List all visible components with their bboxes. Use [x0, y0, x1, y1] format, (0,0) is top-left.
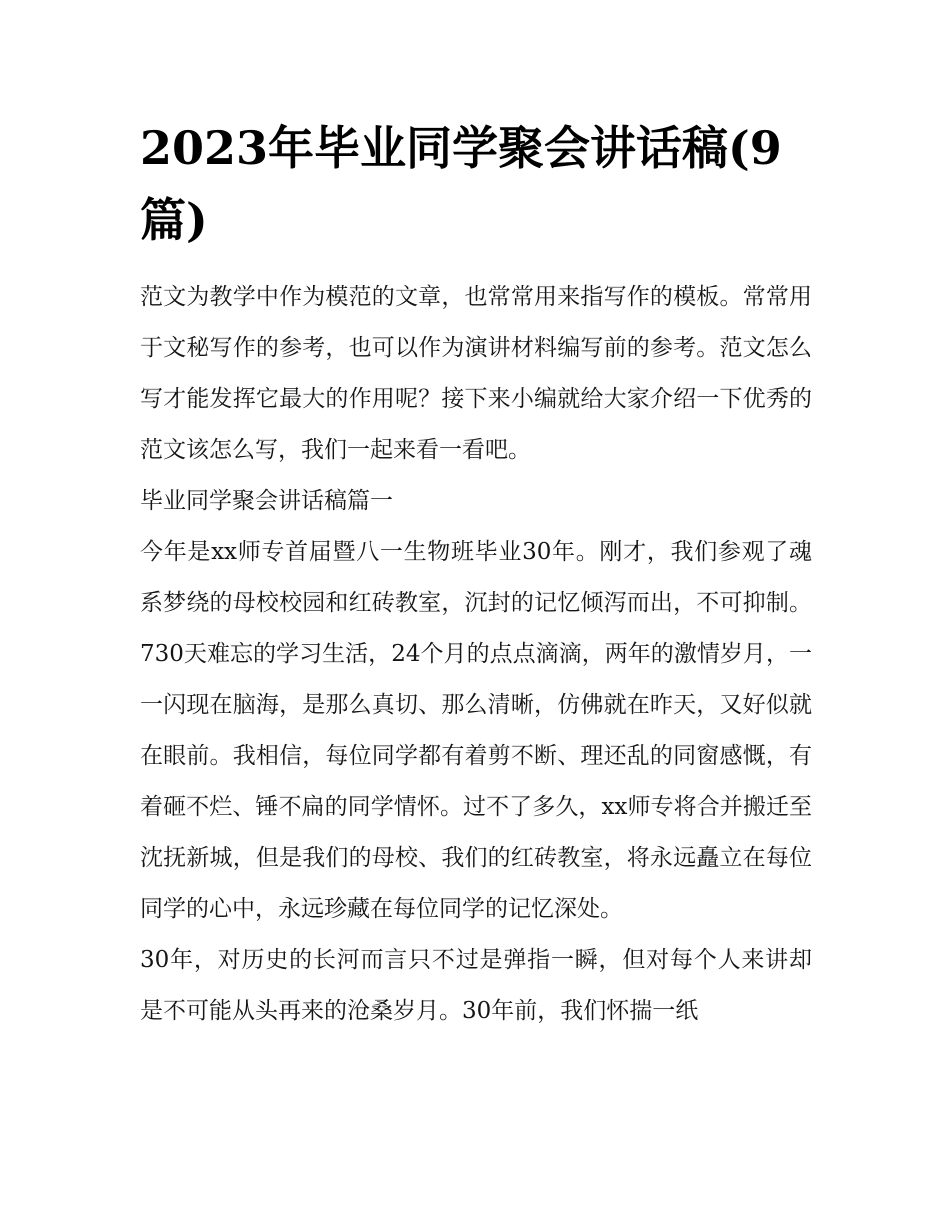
body-paragraph: 30年，对历史的长河而言只不过是弹指一瞬，但对每个人来讲却是不可能从头再来的沧桑岁月。30年前，我们怀揣一纸: [140, 947, 812, 1024]
body-paragraph: 今年是xx师专首届暨八一生物班毕业30年。刚才，我们参观了魂系梦绕的母校校园和红砖教室，沉封的记忆倾泻而出，不可抑制。730天难忘的学习生活，24个月的点点滴滴，两年的激情岁月，一一闪现在脑海，是那么真切、那么清晰，仿佛就在昨天，又好似就在眼前。我相信，每位同学都有着剪不断、理还乱的同窗感慨，有着砸不烂、锤不扁的同学情怀。过不了多久，xx师专将合并搬迁至沈抚新城，但是我们的母校、我们的红砖教室，将永远矗立在每位同学的心中，永远珍藏在每位同学的记忆深处。: [140, 539, 812, 922]
document-title: 2023年毕业同学聚会讲话稿(9篇): [140, 121, 782, 247]
section-heading: 毕业同学聚会讲话稿篇一: [140, 488, 393, 514]
document-body: [140, 272, 812, 1037]
document-page: [140, 112, 812, 1037]
intro-paragraph: 范文为教学中作为模范的文章，也常常用来指写作的模板。常常用于文秘写作的参考，也可以作为演讲材料编写前的参考。范文怎么写才能发挥它最大的作用呢？接下来小编就给大家介绍一下优秀的范文该怎么写，我们一起来看一看吧。: [140, 284, 812, 463]
